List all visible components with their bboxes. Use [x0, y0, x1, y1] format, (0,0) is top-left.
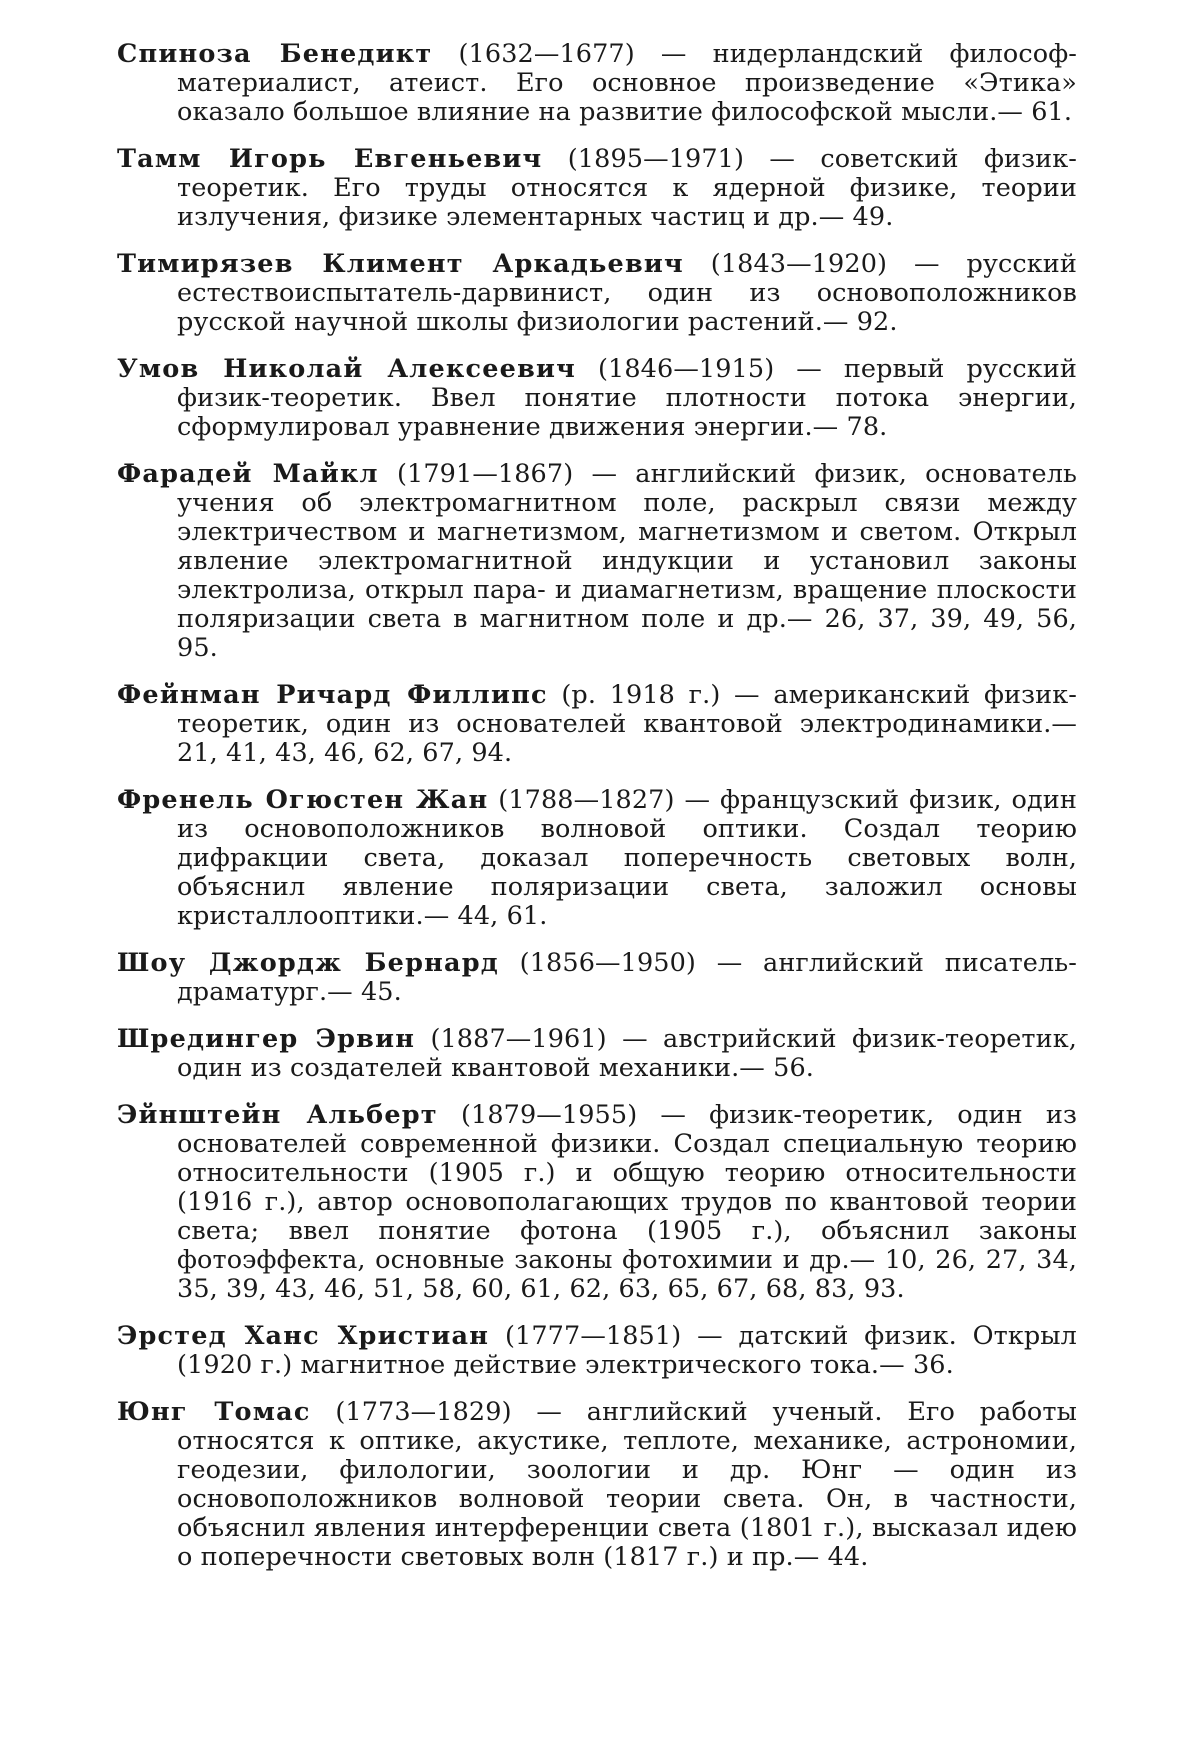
entry-feynman — [117, 681, 1077, 768]
entry-description: (1895—1971) — советский физик-теоретик. Его труды относятся к ядерной физике, теории излучения, физике элементарных частиц и др.— — [177, 144, 1077, 232]
entry-description: (1773—1829) — английский ученый. Его работы относятся к оптике, акустике, теплоте, механике, астрономии, геодезии, филологии, зоологии и др. Юнг — один из основоположников волновой теории света. Он, в частности, объяснил явления интерференции света (1801 г.), высказал идею о поперечности световых волн (1817 г.) и пр.— — [177, 1397, 1077, 1572]
entry-page-refs: 56. — [773, 1053, 814, 1083]
entry-name: Юнг Томас — [117, 1397, 311, 1427]
entry-name: Эйнштейн Альберт — [117, 1100, 438, 1130]
entry-description: (1843—1920) — русский естествоиспытатель-дарвинист, один из основоположников русской научной школы физиологии растений.— — [177, 249, 1077, 337]
entry-page-refs: 78. — [847, 412, 888, 442]
entry-name: Шоу Джордж Бернард — [117, 948, 499, 978]
entry-name: Френель Огюстен Жан — [117, 785, 488, 815]
entry-schrodinger — [117, 1025, 1077, 1083]
entry-description: (1856—1950) — английский писатель-драматург.— — [177, 948, 1077, 1007]
entry-young — [117, 1398, 1077, 1572]
entry-description: (1887—1961) — австрийский физик-теоретик, один из создателей квантовой механики.— — [177, 1024, 1077, 1083]
entry-name: Умов Николай Алексеевич — [117, 354, 576, 384]
entry-faraday — [117, 460, 1077, 663]
entry-page-refs: 10, 26, 27, 34, 35, 39, 43, 46, 51, 58, 60, 61, 62, 63, 65, 67, 68, 83, 93. — [177, 1245, 1077, 1304]
entry-fresnel — [117, 786, 1077, 931]
entry-description: (1791—1867) — английский физик, основатель учения об электромагнитном поле, раскрыл связи между электричеством и магнетизмом, магнетизмом и светом. Открыл явление электромагнитной индукции и установил законы электролиза, открыл пара- и диамагнетизм, вращение плоскости поляризации света в магнитном поле и др.— — [177, 459, 1077, 634]
entry-name: Фарадей Майкл — [117, 459, 379, 489]
entry-description: (р. 1918 г.) — американский физик-теоретик, один из основателей квантовой электродинамики.— — [177, 680, 1077, 739]
entry-page-refs: 21, 41, 43, 46, 62, 67, 94. — [177, 738, 512, 768]
entry-description: (1846—1915) — первый русский физик-теоретик. Ввел понятие плотности потока энергии, сформулировал уравнение движения энергии.— — [177, 354, 1077, 442]
entry-name: Спиноза Бенедикт — [117, 39, 432, 69]
entry-einstein — [117, 1101, 1077, 1304]
entry-page-refs: 61. — [1031, 97, 1072, 127]
entry-page-refs: 36. — [913, 1350, 954, 1380]
entry-description: (1632—1677) — нидерландский философ-материалист, атеист. Его основное произведение «Этика» оказало большое влияние на развитие философской мысли.— — [177, 39, 1077, 127]
entry-page-refs: 44, 61. — [458, 901, 548, 931]
entry-page-refs: 45. — [361, 977, 402, 1007]
entry-page-refs: 26, 37, 39, 49, 56, 95. — [177, 604, 1077, 663]
entry-tamm — [117, 145, 1077, 232]
entry-name: Эрстед Ханс Христиан — [117, 1321, 489, 1351]
entry-page-refs: 92. — [857, 307, 898, 337]
entry-shaw — [117, 949, 1077, 1007]
entry-description: (1777—1851) — датский физик. Открыл (1920 г.) магнитное действие электрического тока.— — [177, 1321, 1077, 1380]
entry-timiryazev — [117, 250, 1077, 337]
entry-page-refs: 44. — [828, 1542, 869, 1572]
entry-oersted — [117, 1322, 1077, 1380]
entry-name: Фейнман Ричард Филлипс — [117, 680, 548, 710]
index-of-names — [117, 40, 1077, 1590]
entry-page-refs: 49. — [853, 202, 894, 232]
entry-name: Шредингер Эрвин — [117, 1024, 415, 1054]
entry-name: Тимирязев Климент Аркадьевич — [117, 249, 684, 279]
entry-description: (1788—1827) — французский физик, один из основоположников волновой оптики. Создал теорию дифракции света, доказал поперечность световых волн, объяснил явление поляризации света, заложил основы кристаллооптики.— — [177, 785, 1077, 931]
entry-description: (1879—1955) — физик-теоретик, один из основателей современной физики. Создал специальную теорию относительности (1905 г.) и общую теорию относительности (1916 г.), автор основополагающих трудов по квантовой теории света; ввел понятие фотона (1905 г.), объяснил законы фотоэффекта, основные законы фотохимии и др.— — [177, 1100, 1077, 1275]
entry-umov — [117, 355, 1077, 442]
entry-spinoza — [117, 40, 1077, 127]
entry-name: Тамм Игорь Евгеньевич — [117, 144, 542, 174]
